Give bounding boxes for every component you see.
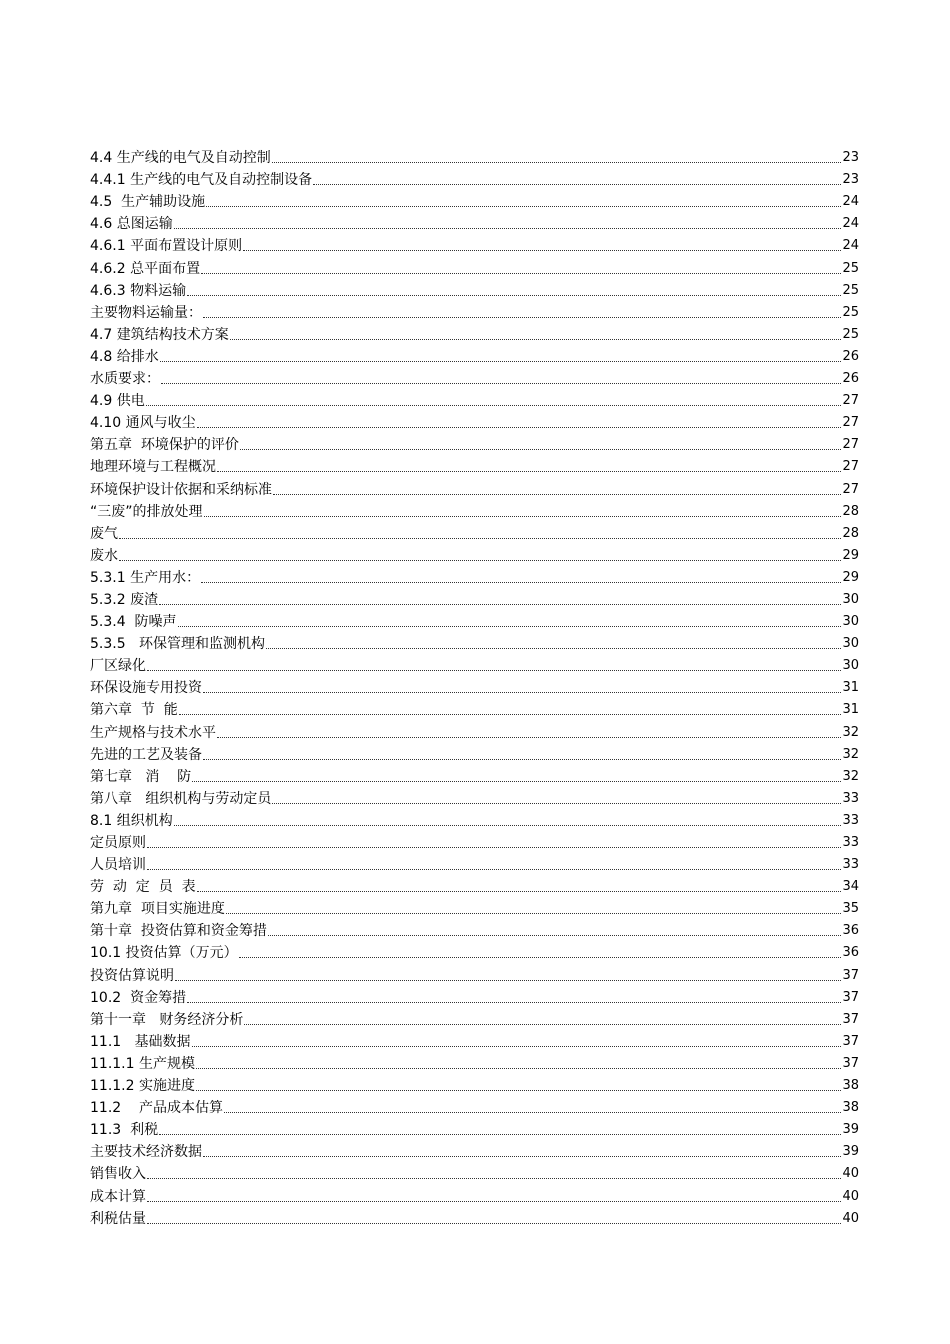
toc-entry[interactable] — [90, 964, 859, 986]
toc-entry-title: 11.1.2 实施进度 — [90, 1078, 195, 1095]
toc-entry[interactable] — [90, 545, 859, 567]
toc-dot-leader — [147, 670, 841, 671]
toc-entry-page: 24 — [842, 238, 859, 254]
toc-entry[interactable] — [90, 699, 859, 721]
toc-entry-title: 水质要求： — [90, 371, 160, 388]
toc-entry[interactable] — [90, 898, 859, 920]
toc-dot-leader — [187, 1002, 841, 1003]
toc-entry-title: 定员原则 — [90, 835, 146, 851]
toc-dot-leader — [192, 1046, 842, 1047]
toc-entry-title: 利税估量 — [90, 1210, 146, 1227]
toc-entry-page: 23 — [842, 150, 859, 166]
toc-entry-page: 31 — [842, 702, 859, 718]
toc-entry[interactable] — [90, 677, 859, 699]
toc-dot-leader — [197, 427, 842, 428]
toc-entry-title: 4.6.2 总平面布置 — [90, 260, 201, 277]
toc-entry[interactable] — [90, 235, 859, 257]
toc-entry-page: 37 — [842, 1055, 859, 1071]
toc-dot-leader — [203, 317, 841, 318]
toc-entry-title: 废水 — [90, 547, 118, 564]
toc-entry[interactable] — [90, 1075, 859, 1097]
toc-dot-leader — [187, 295, 841, 296]
toc-entry[interactable] — [90, 169, 859, 191]
toc-entry-page: 33 — [842, 812, 859, 828]
toc-dot-leader — [201, 582, 841, 583]
toc-entry-title: 4.10 通风与收尘 — [90, 415, 196, 432]
toc-entry-title: “三废”的排放处理 — [90, 503, 203, 520]
toc-entry[interactable] — [90, 213, 859, 235]
toc-entry-page: 28 — [842, 525, 859, 541]
toc-dot-leader — [201, 273, 841, 274]
toc-entry[interactable] — [90, 1141, 859, 1163]
toc-entry-page: 39 — [842, 1122, 859, 1138]
toc-dot-leader — [268, 935, 842, 936]
toc-dot-leader — [196, 1090, 841, 1091]
toc-dot-leader — [147, 1178, 841, 1179]
toc-entry[interactable] — [90, 1097, 859, 1119]
toc-entry-page: 30 — [842, 591, 859, 607]
toc-entry[interactable] — [90, 501, 859, 523]
toc-entry-page: 33 — [842, 790, 859, 806]
toc-entry-title: 主要物料运输量： — [90, 304, 202, 321]
toc-entry-page: 30 — [842, 636, 859, 652]
toc-entry-title: 5.3.1 生产用水： — [90, 569, 201, 586]
toc-entry-title: 人员培训 — [90, 857, 146, 874]
toc-entry-title: 11.1.1 生产规模 — [90, 1055, 195, 1072]
toc-entry-page: 28 — [842, 503, 859, 519]
toc-entry[interactable] — [90, 1053, 859, 1075]
toc-entry-title: 地理环境与工程概况 — [90, 459, 216, 476]
toc-dot-leader — [244, 1024, 841, 1025]
toc-entry-title: 第八章 组织机构与劳动定员 — [90, 790, 272, 807]
toc-dot-leader — [240, 449, 842, 450]
toc-entry-page: 32 — [842, 724, 859, 740]
toc-entry-title: 4.4.1 生产线的电气及自动控制设备 — [90, 172, 313, 189]
toc-dot-leader — [119, 538, 841, 539]
toc-entry[interactable] — [90, 832, 859, 854]
toc-entry[interactable] — [90, 1009, 859, 1031]
toc-entry[interactable] — [90, 368, 859, 390]
toc-dot-leader — [160, 361, 842, 362]
toc-entry-title: 5.3.2 废渣 — [90, 591, 159, 608]
toc-entry-page: 29 — [842, 569, 859, 585]
toc-entry-title: 10.1 投资估算（万元） — [90, 945, 238, 962]
toc-entry-title: 投资估算说明 — [90, 967, 174, 984]
toc-entry[interactable] — [90, 434, 859, 456]
toc-entry[interactable] — [90, 1185, 859, 1207]
toc-dot-leader — [203, 1156, 841, 1157]
toc-entry[interactable] — [90, 611, 859, 633]
toc-dot-leader — [192, 781, 841, 782]
toc-entry[interactable] — [90, 876, 859, 898]
toc-entry-title: 环境保护设计依据和采纳标准 — [90, 481, 272, 498]
toc-entry-page: 36 — [842, 945, 859, 961]
toc-entry-title: 4.9 供电 — [90, 393, 145, 410]
toc-entry[interactable] — [90, 390, 859, 412]
toc-entry-page: 34 — [842, 879, 859, 895]
toc-entry-page: 31 — [842, 680, 859, 696]
toc-entry-title: 销售收入 — [90, 1166, 146, 1183]
toc-dot-leader — [119, 560, 841, 561]
toc-entry-page: 26 — [842, 348, 859, 364]
toc-entry[interactable] — [90, 412, 859, 434]
toc-entry[interactable] — [90, 346, 859, 368]
toc-entry[interactable] — [90, 324, 859, 346]
toc-entry-title: 11.2 产品成本估算 — [90, 1100, 223, 1117]
toc-entry-page: 27 — [842, 415, 859, 431]
toc-entry-page: 40 — [842, 1188, 859, 1204]
toc-entry-title: 主要技术经济数据 — [90, 1144, 202, 1161]
toc-entry-title: 生产规格与技术水平 — [90, 724, 216, 741]
toc-entry-page: 40 — [842, 1166, 859, 1182]
toc-entry-page: 37 — [842, 967, 859, 983]
toc-entry[interactable] — [90, 942, 859, 964]
toc-entry[interactable] — [90, 523, 859, 545]
toc-entry-title: 5.3.4 防噪声 — [90, 614, 177, 631]
toc-dot-leader — [147, 847, 841, 848]
toc-entry-title: 4.4 生产线的电气及自动控制 — [90, 150, 271, 167]
toc-entry[interactable] — [90, 766, 859, 788]
toc-entry-page: 38 — [842, 1078, 859, 1094]
toc-dot-leader — [217, 737, 841, 738]
toc-entry[interactable] — [90, 280, 859, 302]
toc-dot-leader — [313, 184, 841, 185]
toc-entry-page: 38 — [842, 1100, 859, 1116]
toc-dot-leader — [147, 869, 841, 870]
toc-dot-leader — [159, 1134, 841, 1135]
toc-entry-title: 4.8 给排水 — [90, 348, 159, 365]
toc-entry[interactable] — [90, 655, 859, 677]
toc-entry[interactable] — [90, 478, 859, 500]
toc-entry[interactable] — [90, 589, 859, 611]
toc-entry[interactable] — [90, 1119, 859, 1141]
toc-entry[interactable] — [90, 633, 859, 655]
toc-entry-page: 32 — [842, 746, 859, 762]
toc-dot-leader — [204, 516, 842, 517]
toc-entry-title: 11.1 基础数据 — [90, 1033, 191, 1050]
toc-entry-title: 4.7 建筑结构技术方案 — [90, 326, 229, 343]
toc-entry-title: 10.2 资金筹措 — [90, 989, 187, 1006]
toc-entry-title: 第七章 消 防 — [90, 768, 192, 785]
toc-entry-page: 37 — [842, 989, 859, 1005]
toc-dot-leader — [147, 1223, 841, 1224]
toc-dot-leader — [243, 250, 841, 251]
toc-dot-leader — [174, 228, 842, 229]
toc-dot-leader — [226, 913, 842, 914]
toc-entry-title: 4.6.3 物料运输 — [90, 282, 187, 299]
toc-dot-leader — [266, 648, 841, 649]
toc-entry-page: 32 — [842, 768, 859, 784]
toc-entry[interactable] — [90, 810, 859, 832]
toc-dot-leader — [272, 803, 841, 804]
toc-dot-leader — [239, 957, 842, 958]
toc-entry-page: 27 — [842, 393, 859, 409]
toc-entry-page: 30 — [842, 614, 859, 630]
toc-entry[interactable] — [90, 147, 859, 169]
table-of-contents — [90, 147, 859, 1230]
toc-dot-leader — [175, 980, 841, 981]
toc-entry-page: 25 — [842, 304, 859, 320]
toc-dot-leader — [147, 1201, 841, 1202]
toc-entry-title: 第九章 项目实施进度 — [90, 901, 225, 918]
toc-entry-page: 37 — [842, 1011, 859, 1027]
toc-entry-title: 劳 动 定 员 表 — [90, 879, 196, 896]
toc-dot-leader — [224, 1112, 841, 1113]
toc-entry-title: 第五章 环境保护的评价 — [90, 437, 239, 454]
toc-entry-page: 23 — [842, 172, 859, 188]
toc-dot-leader — [174, 825, 842, 826]
toc-entry-title: 11.3 利税 — [90, 1122, 159, 1139]
toc-entry[interactable] — [90, 456, 859, 478]
toc-entry[interactable] — [90, 854, 859, 876]
toc-dot-leader — [161, 383, 841, 384]
toc-entry[interactable] — [90, 191, 859, 213]
toc-entry-page: 30 — [842, 658, 859, 674]
toc-entry[interactable] — [90, 721, 859, 743]
toc-entry[interactable] — [90, 1208, 859, 1230]
toc-dot-leader — [203, 692, 841, 693]
toc-entry-title: 第十章 投资估算和资金筹措 — [90, 923, 267, 940]
toc-entry[interactable] — [90, 744, 859, 766]
toc-entry-page: 27 — [842, 481, 859, 497]
toc-entry-page: 24 — [842, 216, 859, 232]
toc-entry[interactable] — [90, 788, 859, 810]
toc-entry-title: 4.5 生产辅助设施 — [90, 194, 206, 211]
toc-entry-title: 成本计算 — [90, 1188, 146, 1205]
toc-entry-title: 8.1 组织机构 — [90, 812, 173, 829]
toc-entry-title: 厂区绿化 — [90, 658, 146, 675]
toc-entry[interactable] — [90, 1031, 859, 1053]
toc-dot-leader — [272, 162, 842, 163]
toc-dot-leader — [206, 206, 841, 207]
toc-dot-leader — [203, 759, 841, 760]
toc-entry[interactable] — [90, 567, 859, 589]
toc-entry-title: 第十一章 财务经济分析 — [90, 1011, 244, 1028]
toc-entry-page: 25 — [842, 282, 859, 298]
toc-entry-page: 36 — [842, 923, 859, 939]
toc-entry-page: 37 — [842, 1033, 859, 1049]
toc-entry-page: 26 — [842, 371, 859, 387]
toc-entry[interactable] — [90, 987, 859, 1009]
toc-entry-title: 先进的工艺及装备 — [90, 746, 202, 763]
toc-entry[interactable] — [90, 920, 859, 942]
toc-dot-leader — [178, 626, 842, 627]
toc-dot-leader — [197, 891, 842, 892]
toc-dot-leader — [159, 604, 841, 605]
toc-entry-page: 35 — [842, 901, 859, 917]
toc-dot-leader — [217, 471, 841, 472]
toc-entry-page: 25 — [842, 260, 859, 276]
toc-entry-title: 废气 — [90, 525, 118, 542]
toc-dot-leader — [179, 714, 842, 715]
toc-dot-leader — [196, 1068, 841, 1069]
toc-dot-leader — [273, 494, 841, 495]
toc-entry-page: 27 — [842, 459, 859, 475]
toc-entry-page: 25 — [842, 326, 859, 342]
toc-entry-page: 33 — [842, 857, 859, 873]
toc-entry[interactable] — [90, 257, 859, 279]
toc-entry-page: 40 — [842, 1210, 859, 1226]
toc-entry-title: 4.6 总图运输 — [90, 216, 173, 233]
toc-entry-page: 33 — [842, 835, 859, 850]
toc-entry-page: 27 — [842, 437, 859, 453]
toc-entry-title: 环保设施专用投资 — [90, 680, 202, 697]
toc-entry[interactable] — [90, 302, 859, 324]
toc-entry-page: 24 — [842, 194, 859, 210]
toc-entry-page: 39 — [842, 1144, 859, 1160]
toc-entry-title: 5.3.5 环保管理和监测机构 — [90, 636, 265, 653]
toc-dot-leader — [230, 339, 842, 340]
toc-entry-title: 4.6.1 平面布置设计原则 — [90, 238, 243, 255]
toc-entry-title: 第六章 节 能 — [90, 702, 178, 719]
toc-entry-page: 29 — [842, 547, 859, 563]
toc-entry[interactable] — [90, 1163, 859, 1185]
toc-dot-leader — [146, 405, 842, 406]
